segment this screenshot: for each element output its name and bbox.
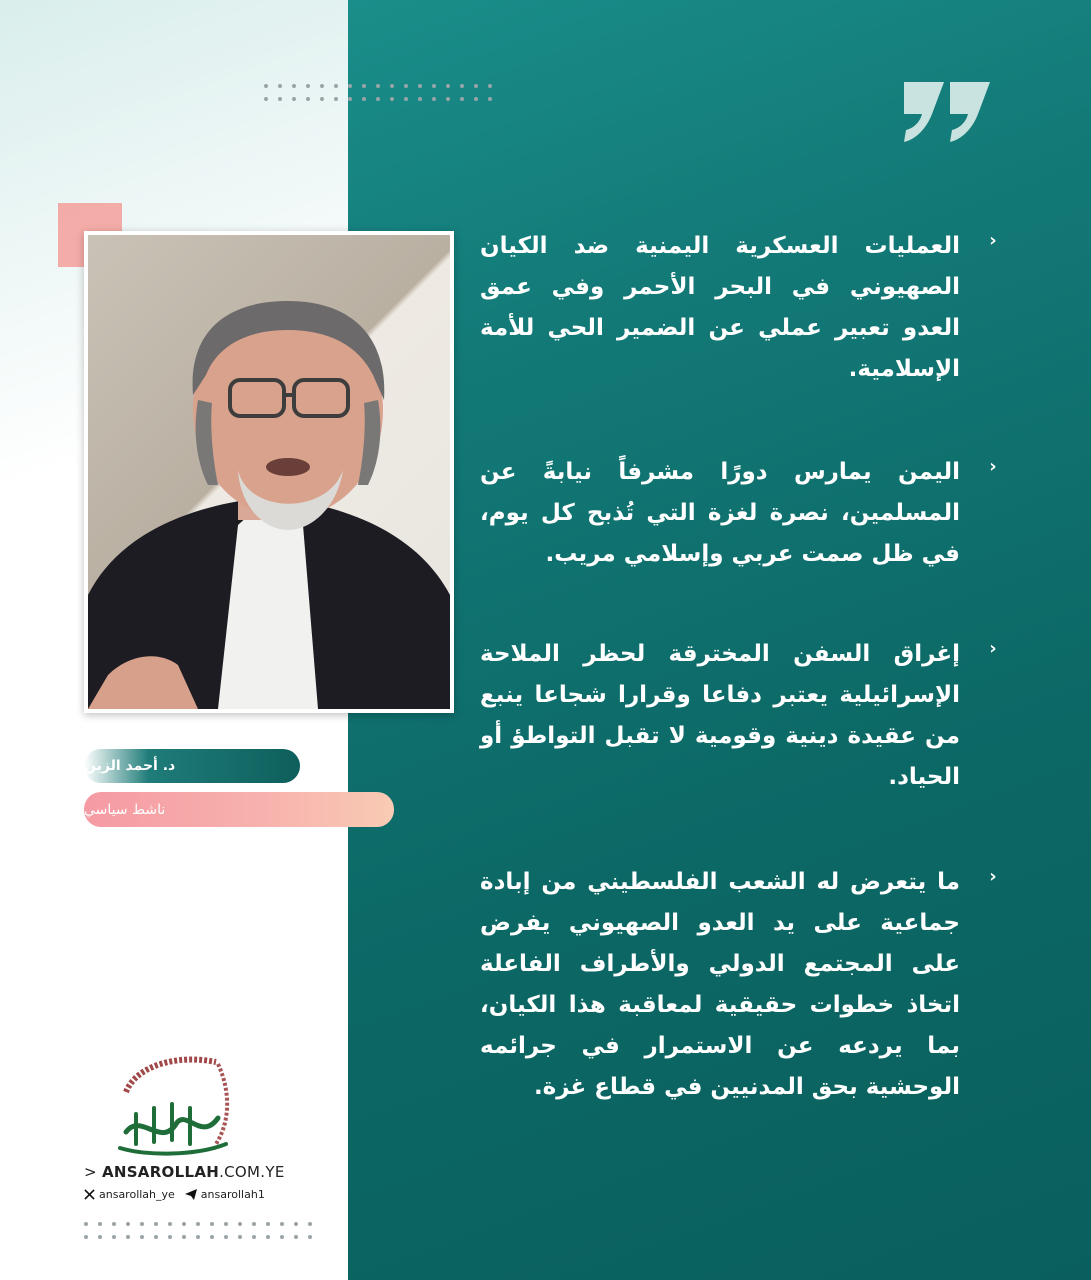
- decor-dot: [376, 97, 380, 101]
- point-item: [480, 634, 1000, 798]
- decor-dot: [362, 84, 366, 88]
- decor-dot: [446, 84, 450, 88]
- decor-dot: [320, 97, 324, 101]
- decor-dot: [84, 1222, 88, 1226]
- decor-dot: [140, 1235, 144, 1239]
- point-item: [480, 862, 1000, 1108]
- site-name: ANSAROLLAH: [101, 1163, 220, 1181]
- decor-dot: [390, 97, 394, 101]
- decor-dot: [306, 97, 310, 101]
- person-name-label: د. أحمد الزين: [84, 749, 300, 783]
- telegram-icon: [185, 1189, 197, 1200]
- portrait-frame: [84, 231, 454, 713]
- decor-dot: [362, 97, 366, 101]
- decor-dot: [98, 1222, 102, 1226]
- decor-dot: [306, 84, 310, 88]
- decor-dot: [182, 1222, 186, 1226]
- decor-dot: [264, 97, 268, 101]
- point-item: [480, 226, 1000, 390]
- bullet-chevron-icon: ›: [989, 230, 997, 251]
- decor-dot: [376, 84, 380, 88]
- decor-dot: [238, 1235, 242, 1239]
- decor-dot: [182, 1235, 186, 1239]
- decor-dot: [432, 97, 436, 101]
- person-title-label: ناشط سياسي: [84, 792, 394, 827]
- decor-dot: [348, 84, 352, 88]
- telegram-handle-text: ansarollah1: [200, 1188, 265, 1201]
- site-prefix: >: [84, 1163, 102, 1181]
- decor-dot: [488, 84, 492, 88]
- x-handle-text: ansarollah_ye: [99, 1188, 175, 1201]
- site-domain: .COM.YE: [219, 1163, 285, 1181]
- decor-dot: [334, 84, 338, 88]
- decor-dot: [252, 1235, 256, 1239]
- dot-grid-bottom: [84, 1222, 312, 1239]
- decor-dot: [488, 97, 492, 101]
- decor-dot: [168, 1235, 172, 1239]
- decor-dot: [168, 1222, 172, 1226]
- point-text: ما يتعرض له الشعب الفلسطيني من إبادة جماعية على يد العدو الصهيوني يفرض على المجتمع الدولي والأطراف الفاعلة اتخاذ خطوات حقيقية لمعاقبة هذا الكيان، بما يردعه عن الاستمرار في جرائمه الوحشية بحق المدنيين في قطاع غزة.: [480, 869, 960, 1100]
- decor-dot: [294, 1222, 298, 1226]
- portrait-photo: [88, 235, 450, 709]
- decor-dot: [446, 97, 450, 101]
- decor-dot: [140, 1222, 144, 1226]
- decor-dot: [210, 1222, 214, 1226]
- decor-dot: [266, 1222, 270, 1226]
- decor-dot: [432, 84, 436, 88]
- bullet-chevron-icon: ›: [989, 456, 997, 477]
- decor-dot: [154, 1235, 158, 1239]
- decor-dot: [418, 97, 422, 101]
- decor-dot: [308, 1222, 312, 1226]
- decor-dot: [460, 97, 464, 101]
- decor-dot: [292, 97, 296, 101]
- decor-dot: [280, 1222, 284, 1226]
- decor-dot: [126, 1235, 130, 1239]
- decor-dot: [460, 84, 464, 88]
- portrait-illustration: [88, 235, 450, 709]
- point-text: اليمن يمارس دورًا مشرفاً نيابةً عن المسلمين، نصرة لغزة التي تُذبح كل يوم، في ظل صمت عربي وإسلامي مريب.: [480, 459, 960, 567]
- decor-dot: [308, 1235, 312, 1239]
- bullet-chevron-icon: ›: [989, 866, 997, 887]
- decor-dot: [292, 84, 296, 88]
- social-handles: [84, 1188, 265, 1201]
- decor-dot: [112, 1235, 116, 1239]
- decor-dot: [404, 84, 408, 88]
- decor-dot: [196, 1222, 200, 1226]
- x-logo-icon: [84, 1189, 95, 1200]
- x-handle[interactable]: [84, 1188, 175, 1201]
- decor-dot: [390, 84, 394, 88]
- decor-dot: [84, 1235, 88, 1239]
- decor-dot: [264, 84, 268, 88]
- decor-dot: [126, 1222, 130, 1226]
- website-link[interactable]: [84, 1163, 285, 1181]
- decor-dot: [348, 97, 352, 101]
- decor-dot: [224, 1235, 228, 1239]
- decor-dot: [154, 1222, 158, 1226]
- decor-dot: [238, 1222, 242, 1226]
- closing-quote-icon: [890, 52, 1000, 162]
- decor-dot: [252, 1222, 256, 1226]
- decor-dot: [320, 84, 324, 88]
- decor-dot: [210, 1235, 214, 1239]
- decor-dot: [334, 97, 338, 101]
- telegram-handle[interactable]: [185, 1188, 265, 1201]
- decor-dot: [404, 97, 408, 101]
- decor-dot: [294, 1235, 298, 1239]
- decor-dot: [474, 84, 478, 88]
- decor-dot: [112, 1222, 116, 1226]
- point-item: [480, 452, 1000, 575]
- bullet-chevron-icon: ›: [989, 638, 997, 659]
- decor-dot: [474, 97, 478, 101]
- ansarollah-logo: [106, 1052, 246, 1158]
- dot-grid-top: [264, 84, 492, 101]
- point-text: إغراق السفن المخترقة لحظر الملاحة الإسرائيلية يعتبر دفاعا وقرارا شجاعا ينبع من عقيدة دينية وقومية لا تقبل التواطؤ أو الحياد.: [480, 641, 960, 790]
- decor-dot: [280, 1235, 284, 1239]
- decor-dot: [266, 1235, 270, 1239]
- decor-dot: [278, 97, 282, 101]
- decor-dot: [418, 84, 422, 88]
- decor-dot: [98, 1235, 102, 1239]
- decor-dot: [224, 1222, 228, 1226]
- decor-dot: [278, 84, 282, 88]
- point-text: العمليات العسكرية اليمنية ضد الكيان الصهيوني في البحر الأحمر وفي عمق العدو تعبير عملي عن الضمير الحي للأمة الإسلامية.: [480, 233, 960, 382]
- decor-dot: [196, 1235, 200, 1239]
